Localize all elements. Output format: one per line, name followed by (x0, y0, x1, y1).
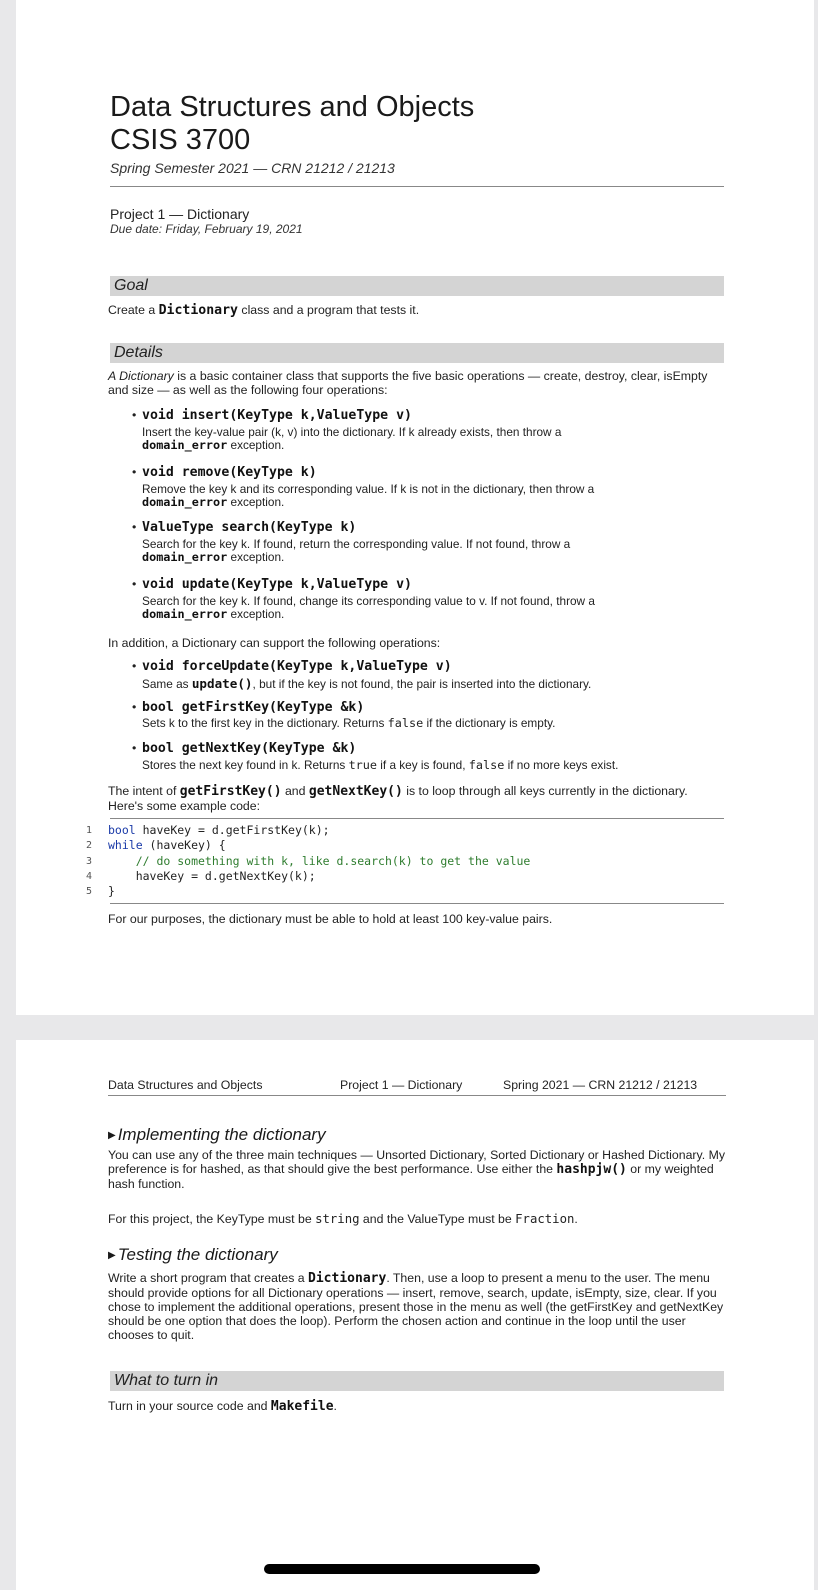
semester-subtitle: Spring Semester 2021 — CRN 21212 / 21213 (110, 160, 395, 176)
code-line: // do something with k, like d.search(k) to get the value (108, 854, 531, 868)
document-page-1 (16, 0, 814, 1015)
code-bottom-rule (110, 903, 724, 904)
op-description: Insert the key-value pair (k, v) into the dictionary. If k already exists, then throw a domain_error exception. (142, 425, 562, 452)
section-triangle-icon: ▶ (108, 1250, 116, 1261)
op-description: Search for the key k. If found, change its corresponding value to v. If not found, throw a domain_error exception. (142, 594, 595, 621)
header-rule (108, 1095, 726, 1096)
op-description: Search for the key k. If found, return the corresponding value. If not found, throw a domain_error exception. (142, 537, 571, 564)
implementing-text: You can use any of the three main techniques — Unsorted Dictionary, Sorted Dictionary or Hashed Dictionary. My preference is for hashed, as that should give the best performance. Use either the hashpjw() or my weighted hash function. (108, 1148, 725, 1191)
op-description: Same as update(), but if the key is not found, the pair is inserted into the dictionary. (142, 676, 592, 691)
code-line: while (haveKey) { (108, 838, 226, 852)
line-number: 3 (85, 856, 92, 867)
testing-heading: ▶ Testing the dictionary (108, 1245, 278, 1264)
section-triangle-icon: ▶ (108, 1130, 116, 1141)
addition-text: In addition, a Dictionary can support the following operations: (108, 636, 441, 650)
header-rule (110, 186, 724, 187)
details-intro: A Dictionary is a basic container class that supports the five basic operations — create, destroy, clear, isEmpty and size — as well as the following four operations: (108, 369, 708, 397)
bullet-dot: • (132, 700, 137, 714)
bullet-dot: • (132, 741, 137, 755)
turnin-text: Turn in your source code and Makefile. (108, 1399, 337, 1414)
testing-text: Write a short program that creates a Dictionary. Then, use a loop to present a menu to the user. The menu should provide options for all Dictionary operations — insert, remove, search, update, isEmpty, size, clear. If you chose to implement the additional operations, present those in the menu as well (the getFirstKey and getNextKey should be one option that does the loop). Perform the chosen action and continue in the loop until the user chooses to quit. (108, 1271, 724, 1342)
bullet-dot: • (132, 465, 137, 479)
goal-text: Create a Dictionary class and a program that tests it. (108, 303, 420, 318)
due-date: Due date: Friday, February 19, 2021 (110, 222, 303, 236)
turnin-heading: What to turn in (110, 1371, 724, 1391)
closing-text: For our purposes, the dictionary must be able to hold at least 100 key-value pairs. (108, 912, 553, 926)
code-top-rule (110, 818, 724, 819)
op-signature: void insert(KeyType k,ValueType v) (142, 408, 412, 423)
op-description: Stores the next key found in k. Returns true if a key is found, false if no more keys exist. (142, 758, 619, 772)
intent-text: The intent of getFirstKey() and getNextKey() is to loop through all keys currently in the dictionary. Here's some example code: (108, 784, 688, 813)
running-header-right: Spring 2021 — CRN 21212 / 21213 (503, 1078, 698, 1092)
op-signature: bool getNextKey(KeyType &k) (142, 741, 357, 756)
bullet-dot: • (132, 577, 137, 591)
course-title: Data Structures and Objects (110, 91, 475, 123)
code-line: haveKey = d.getNextKey(k); (108, 869, 316, 883)
op-signature: bool getFirstKey(KeyType &k) (142, 700, 365, 715)
running-header-left: Data Structures and Objects (108, 1078, 263, 1092)
bullet-dot: • (132, 520, 137, 534)
running-header-center: Project 1 — Dictionary (340, 1078, 463, 1092)
bullet-dot: • (132, 408, 137, 422)
goal-heading: Goal (110, 276, 724, 296)
code-line: bool haveKey = d.getFirstKey(k); (108, 823, 330, 837)
home-indicator[interactable] (264, 1564, 540, 1574)
op-signature: void forceUpdate(KeyType k,ValueType v) (142, 659, 452, 674)
course-code: CSIS 3700 (110, 124, 251, 156)
types-text: For this project, the KeyType must be string and the ValueType must be Fraction. (108, 1212, 578, 1226)
line-number: 1 (85, 825, 92, 836)
op-description: Remove the key k and its corresponding value. If k is not in the dictionary, then throw a domain_error exception. (142, 482, 595, 509)
code-line: } (108, 884, 115, 898)
op-description: Sets k to the first key in the dictionary. Returns false if the dictionary is empty. (142, 716, 556, 730)
line-number: 5 (85, 886, 92, 897)
op-signature: ValueType search(KeyType k) (142, 520, 357, 535)
line-number: 2 (85, 840, 92, 851)
details-heading: Details (110, 343, 724, 363)
op-signature: void update(KeyType k,ValueType v) (142, 577, 412, 592)
bullet-dot: • (132, 659, 137, 673)
project-title: Project 1 — Dictionary (110, 206, 250, 222)
document-page-2 (16, 1040, 814, 1590)
op-signature: void remove(KeyType k) (142, 465, 317, 480)
line-number: 4 (85, 871, 92, 882)
implementing-heading: ▶ Implementing the dictionary (108, 1125, 326, 1144)
